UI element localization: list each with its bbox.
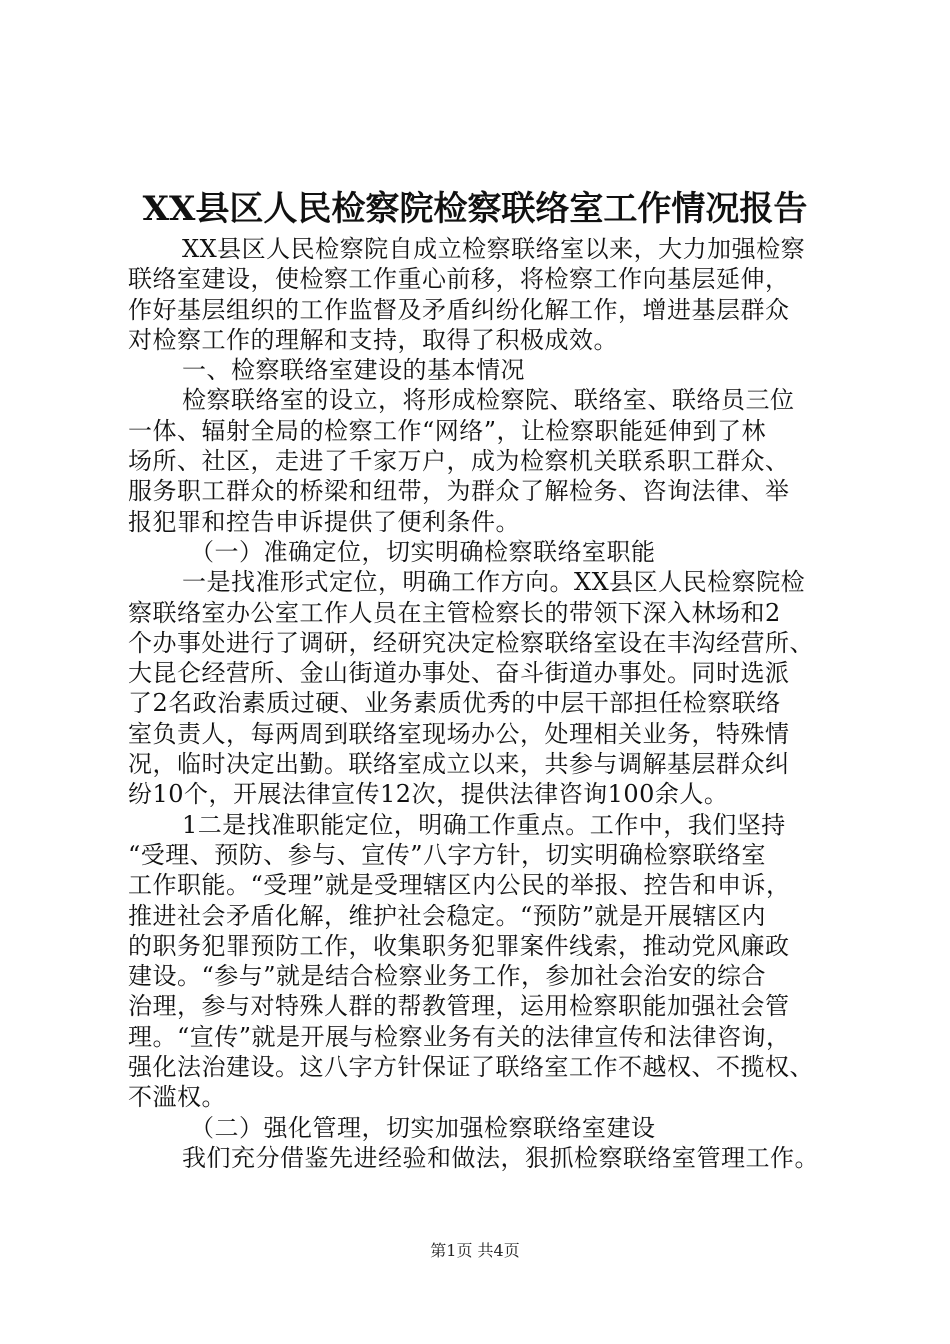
page-number-footer: 第1页 共4页 — [430, 1241, 520, 1260]
body-line: 检察联络室的设立，将形成检察院、联络室、联络员三位 — [182, 386, 795, 415]
document-title: XX县区人民检察院检察联络室工作情况报告 — [142, 189, 808, 229]
body-line: 我们充分借鉴先进经验和做法，狠抓检察联络室管理工作。 — [182, 1143, 819, 1172]
body-line: 一是找准形式定位，明确工作方向。XX县区人民检察院检 — [182, 568, 806, 597]
body-line: 况，临时决定出勤。联络室成立以来，共参与调解基层群众纠 — [128, 750, 790, 779]
body-line: 的职务犯罪预防工作，收集职务犯罪案件线索，推动党风廉政 — [128, 931, 790, 960]
subsection-heading: （一）准确定位，切实明确检察联络室职能 — [190, 537, 656, 566]
body-line: 服务职工群众的桥梁和纽带，为群众了解检务、咨询法律、举 — [128, 477, 790, 506]
body-line: 对检察工作的理解和支持，取得了积极成效。 — [128, 325, 618, 354]
section-heading: 一、检察联络室建设的基本情况 — [182, 356, 525, 385]
subsection-heading: （二）强化管理，切实加强检察联络室建设 — [190, 1113, 656, 1142]
body-line: 察联络室办公室工作人员在主管检察长的带领下深入林场和2 — [128, 598, 781, 627]
body-line: 了2名政治素质过硬、业务素质优秀的中层干部担任检察联络 — [128, 689, 781, 718]
body-line: 工作职能。“受理”就是受理辖区内公民的举报、控告和申诉， — [128, 871, 791, 900]
body-line: 不滥权。 — [128, 1083, 226, 1112]
body-line: 推进社会矛盾化解，维护社会稳定。“预防”就是开展辖区内 — [128, 901, 767, 930]
body-line: 治理，参与对特殊人群的帮教管理，运用检察职能加强社会管 — [128, 992, 790, 1021]
body-line: 报犯罪和控告申诉提供了便利条件。 — [128, 507, 520, 536]
body-line: XX县区人民检察院自成立检察联络室以来，大力加强检察 — [182, 235, 806, 263]
body-line: 场所、社区，走进了千家万户，成为检察机关联系职工群众、 — [128, 447, 790, 476]
body-line: 作好基层组织的工作监督及矛盾纠纷化解工作，增进基层群众 — [128, 295, 790, 324]
body-line: 个办事处进行了调研，经研究决定检察联络室设在丰沟经营所、 — [128, 628, 814, 657]
body-line: 建设。“参与”就是结合检察业务工作，参加社会治安的综合 — [128, 962, 767, 991]
body-line: 室负责人，每两周到联络室现场办公，处理相关业务，特殊情 — [128, 719, 790, 748]
body-line: “受理、预防、参与、宣传”八字方针，切实明确检察联络室 — [128, 840, 767, 869]
body-line: 大昆仑经营所、金山街道办事处、奋斗街道办事处。同时选派 — [128, 659, 790, 688]
document-body — [128, 234, 828, 1173]
body-line: 纷10个，开展法律宣传12次，提供法律咨询100余人。 — [128, 780, 729, 809]
body-line: 理。“宣传”就是开展与检察业务有关的法律宣传和法律咨询， — [128, 1022, 791, 1051]
body-line: 强化法治建设。这八字方针保证了联络室工作不越权、不揽权、 — [128, 1053, 814, 1082]
body-line: 一体、辐射全局的检察工作“网络”，让检察职能延伸到了林 — [128, 416, 767, 445]
body-line: 1二是找准职能定位，明确工作重点。工作中，我们坚持 — [182, 810, 786, 839]
body-line: 联络室建设，使检察工作重心前移，将检察工作向基层延伸， — [128, 265, 790, 294]
